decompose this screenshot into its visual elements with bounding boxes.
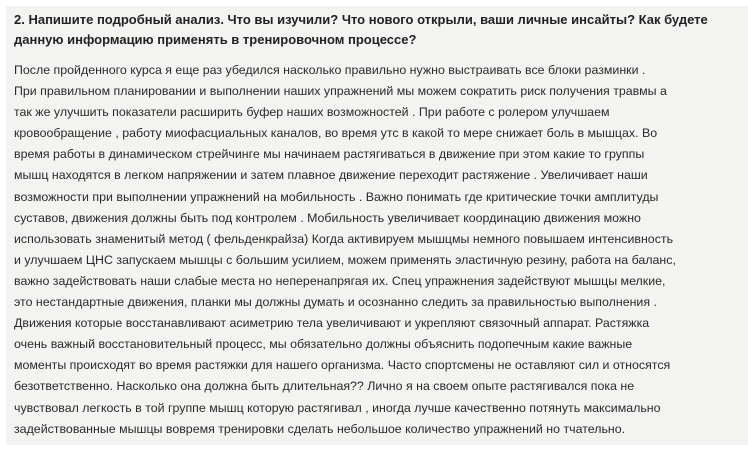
answer-text: После пройденного курса я еще раз убедился насколько правильно нужно выстраивать все блоки разминки . При правильном планировании и выполнении наших упражнений мы можем сократить риск получения травмы а так же улучшить показатели расширить буфер наших возможностей . При работе с ролером улучшаем кровообращение , работу миофасциальных каналов, во время утс в какой то мере снижает боль в мышцах. Во время работы в динамическом стрейчинге мы начинаем растягиваться в движение при этом какие то группы мышц находятся в легком напряжении и затем плавное движение переходит растяжение . Увеличивает наши возможности при выполнении упражнений на мобильность . Важно понимать где критические точки амплитуды суставов, движения должны быть под контролем . Мобильность увеличивает координацию движения можно использовать знаменитый метод ( фельденкрайза) Когда активируем мышцмы немного повышаем интенсивность и улучшаем ЦНС запускаем мышцы с большим усилием, можем применять эластичную резину, работа на баланс, важно задействовать наши слабые места но неперенапрягая их. Спец упражнения задействуют мышцы мелкие, это нестандартные движения, планки мы должны думать и осознанно следить за правильностью выполнения . Движения которые восстанавливают асиметрию тела увеличивают и укрепляют связочный аппарат. Растяжка очень важный восстановительный процесс, мы обязательно должны объяснить подопечным какие важные моменты происходят во время растяжки для нашего организма. Часто спортсмены не оставляют сил и относятся безответственно. Насколько она должна быть длительная?? Лично я на своем опыте растягивался пока не чувствовал легкость в той группе мышц которую растягивал , иногда лучше качественно потянуть максимально задействованные мышцы вовремя тренировки сделать небольшое количество упражнений но тчательно.: [14, 63, 676, 436]
question-heading: 2. Напишите подробный анализ. Что вы изучили? Что нового открыли, ваши личные инсайты? Как будете данную информацию применять в тренировочном процессе?: [14, 12, 708, 47]
question-answer-block: [6, 6, 748, 445]
